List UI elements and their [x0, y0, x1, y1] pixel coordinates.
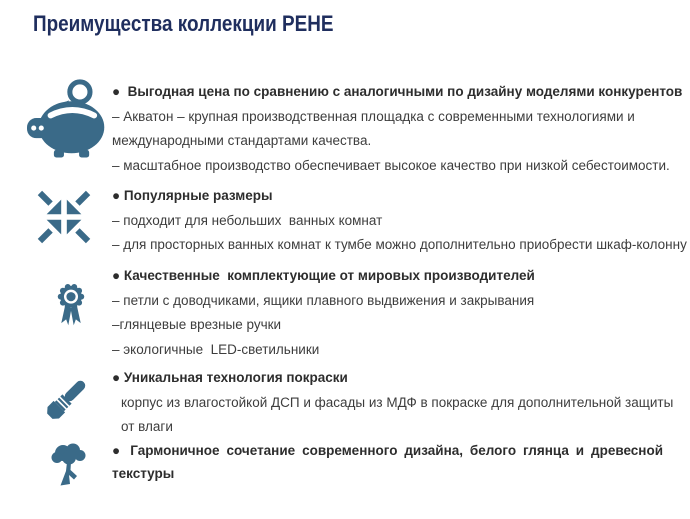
advantage-section-sizes: [112, 184, 687, 258]
advantage-title: ● Популярные размеры: [112, 188, 273, 203]
advantage-section-paint: [112, 366, 687, 440]
award-ribbon-icon: [44, 271, 98, 345]
page-title: Преимущества коллекции РЕНЕ: [33, 11, 334, 36]
advantage-line: – подходит для небольших ванных комнат: [112, 212, 383, 228]
compress-arrows-icon: [36, 189, 92, 245]
advantage-line: международными стандартами качества.: [112, 133, 372, 149]
advantage-line: корпус из влагостойкой ДСП и фасады из МДФ в покраске для дополнительной защиты: [121, 394, 674, 410]
advantage-title: ● Гармоничное сочетание современного дизайна, белого глянца и древесной: [112, 443, 663, 458]
piggy-bank-icon: [27, 75, 111, 161]
advantage-line: –глянцевые врезные ручки: [112, 317, 282, 333]
advantage-section-components: [112, 264, 687, 362]
advantage-title: ● Качественные комплектующие от мировых производителей: [112, 268, 535, 283]
advantage-title-wrap: текстуры: [112, 465, 175, 481]
advantage-line: – для просторных ванных комнат к тумбе можно дополнительно приобрести шкаф-колонну: [112, 237, 687, 253]
tree-icon: [44, 436, 94, 492]
advantage-title: ● Уникальная технология покраски: [112, 370, 348, 385]
advantage-line: – масштабное производство обеспечивает высокое качество при низкой себестоимости.: [112, 157, 670, 173]
advantage-line: от влаги: [121, 419, 173, 435]
advantage-title: ● Выгодная цена по сравнению с аналогичными по дизайну моделями конкурентов: [112, 84, 683, 99]
paintbrush-icon: [40, 372, 94, 426]
advantage-line: – петли с доводчиками, ящики плавного выдвижения и закрывания: [112, 292, 535, 308]
advantage-line: – экологичные LED-светильники: [112, 341, 320, 357]
advantage-line: – Акватон – крупная производственная площадка с современными технологиями и: [112, 108, 635, 124]
advantage-section-price: [112, 80, 687, 178]
advantage-section-design: [112, 440, 687, 485]
